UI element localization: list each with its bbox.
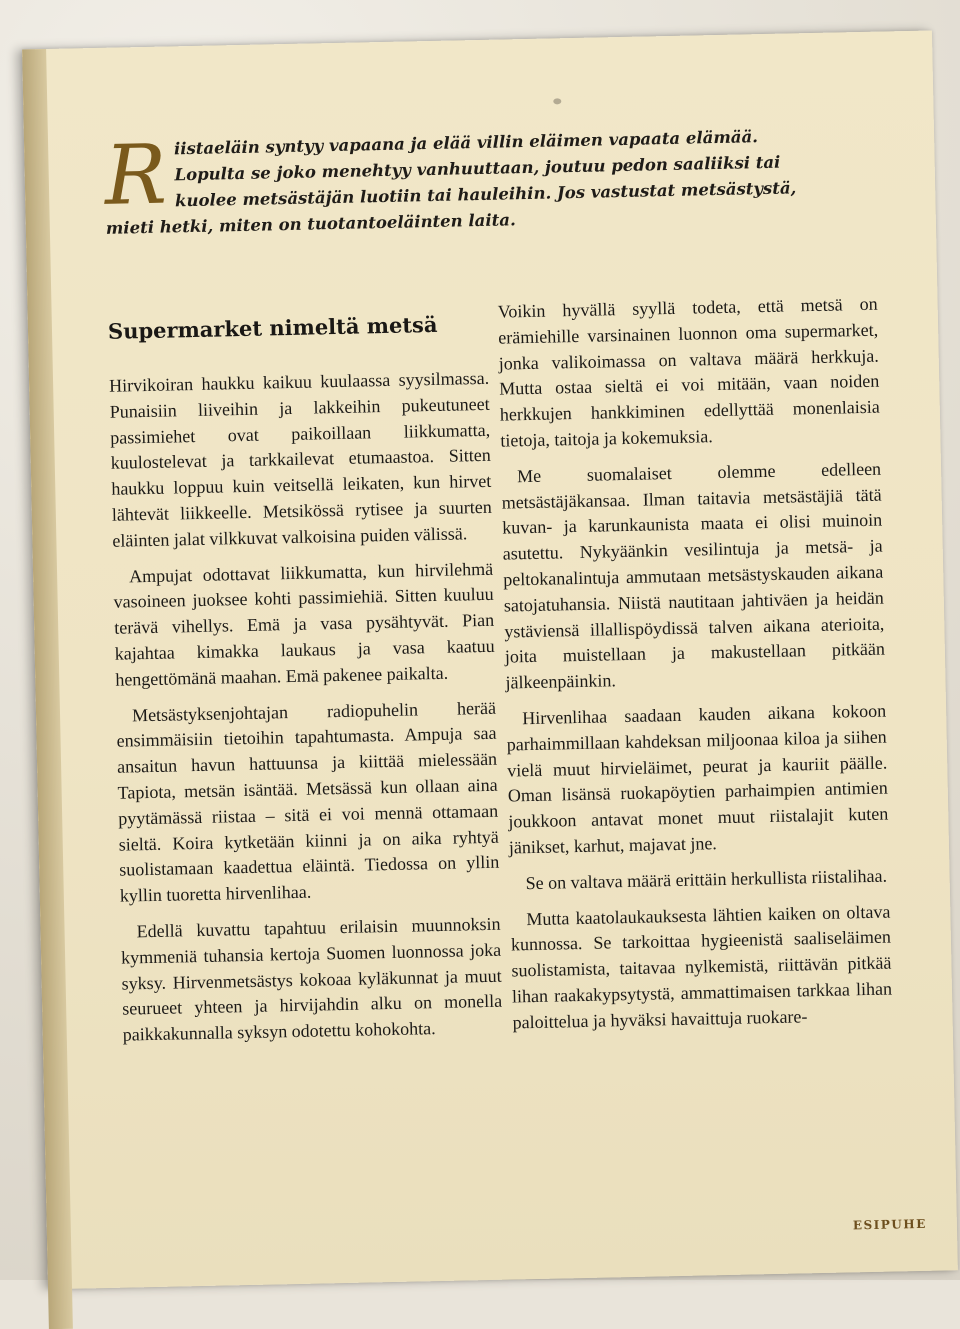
left-paragraph-1: Hirvikoiran haukku kaikuu kuulaassa syysilmassa. Punaisiin liiveihin ja lakkeihin pukeutuneet passimiehet ovat paikoillaan liikkumatta, kuulostelevat ja tarkkailevat etumaastoa. Sitten haukku loppuu kuin veitsellä leikaten, kun hirvet lähtevät liikkeelle. Metsikössä rytisee ja suurten eläinten jalat vilkkuvat valkoisina puiden välissä. [108, 367, 492, 551]
right-paragraph-2: Me suomalaiset olemme edelleen metsästäjäkansaa. Ilman taitavia metsästäjiä tätä kuvan- ja karunkaunista maata ei olisi muinoin asutettu. Nykyäänkin vesilintuja ja metsä- ja peltokanalintuja ammutaan metsästyskauden aikana satojatuhansia. Niistä nautitaan jahtiväen ja heidän ystäviensä illallispöydissä talven aikana aterioita, joita muistellaan ja makustellaan pitkään jälkeenpäinkin. [501, 458, 886, 693]
left-column [108, 300, 504, 1059]
right-paragraph-5: Mutta kaatolaukauksesta lähtien kaiken on oltava kunnossa. Se tarkoittaa hygieenistä saaliseläimen suolistamista, taitavaa nylkemistä, riittävän pitkää lihan raakakypsytystä, ammattimaisen tarkkaa lihan paloittelua ja hyväksi havaittuja ruokare- [510, 901, 893, 1033]
intro-text: iistaeläin syntyy vapaana ja elää villin eläimen vapaata elämää. Lopulta se joko menehtyy vanhuuttaan, joutuu pedon saaliiksi tai kuolee metsästäjän luotiin tai hauleihin. Jos vastustat metsästystä, mieti hetki, miten on tuotantoeläinten laita. [105, 127, 797, 238]
footer-section-label: ESIPUHE [852, 1216, 927, 1233]
left-paragraph-4: Edellä kuvattu tapahtuu erilaisin muunnoksin kymmeniä tuhansia kertoja Suomen luonnossa joka syksy. Hirvenmetsästys kokoaa kyläkunnat ja muut seurueet yhteen ja hirvijahdin alku on monella paikkakunnalla syksyn odotettu kohokohta. [120, 913, 503, 1045]
right-paragraph-3: Hirvenlihaa saadaan kauden aikana kokoon parhaimmillaan kahdeksan miljoonaa kiloa ja siihen vielä muut hirvieläimet, peurat ja kauriit päälle. Oman lisänsä ruokapöytien parhaimpien antimien joukkoon antavat monet muut riistalajit kuten jänikset, karhut, majavat jne. [506, 700, 889, 858]
left-paragraph-2: Ampujat odottavat liikkumatta, kun hirvilehmä vasoineen juoksee kohti passimiehiä. Sitten kuuluu terävä vihellys. Emä ja vasa pysähtyvät. Pian kajahtaa kimakka laukaus ja vasa kaatuu hengettömänä maahan. Emä pakenee paikalta. [113, 558, 495, 690]
intro-dropcap: R [103, 127, 168, 224]
book-page [22, 30, 958, 1289]
left-paragraph-3: Metsästyksenjohtajan radiopuhelin herää ensimmäisiin tietoihin tapahtumasta. Ampuja saa ansaitun havun hattuunsa ja kiittää mielessään Tapiota, metsän isäntää. Metsässä kun ollaan aina pyytämässä riistaa – sitä ei voi mennä ottamaan sieltä. Koira kytketään kiinni ja on aika ryhtyä suolistamaan kaadettua eläintä. Tiedossa on yllin kyllin tuoretta hirvenlihaa. [116, 697, 500, 906]
page-smudge [553, 98, 561, 104]
right-paragraph-4: Se on valtava määrä erittäin herkullista riistalihaa. [525, 865, 888, 893]
section-heading: Supermarket nimeltä metsä [107, 311, 438, 344]
right-paragraph-1: Voikin hyvällä syyllä todeta, että metsä on erämiehille varsinainen luonnon oma supermarket, jonka valikoimassa on valtava määrä herkkuja. Mutta ostaa sieltä ei voi mitään, vaan noiden herkkujen hankkiminen edellyttää monenlaisia tietoja, taitoja ja kokemuksia. [497, 293, 880, 451]
right-column [497, 292, 893, 1046]
intro-paragraph [104, 123, 826, 242]
